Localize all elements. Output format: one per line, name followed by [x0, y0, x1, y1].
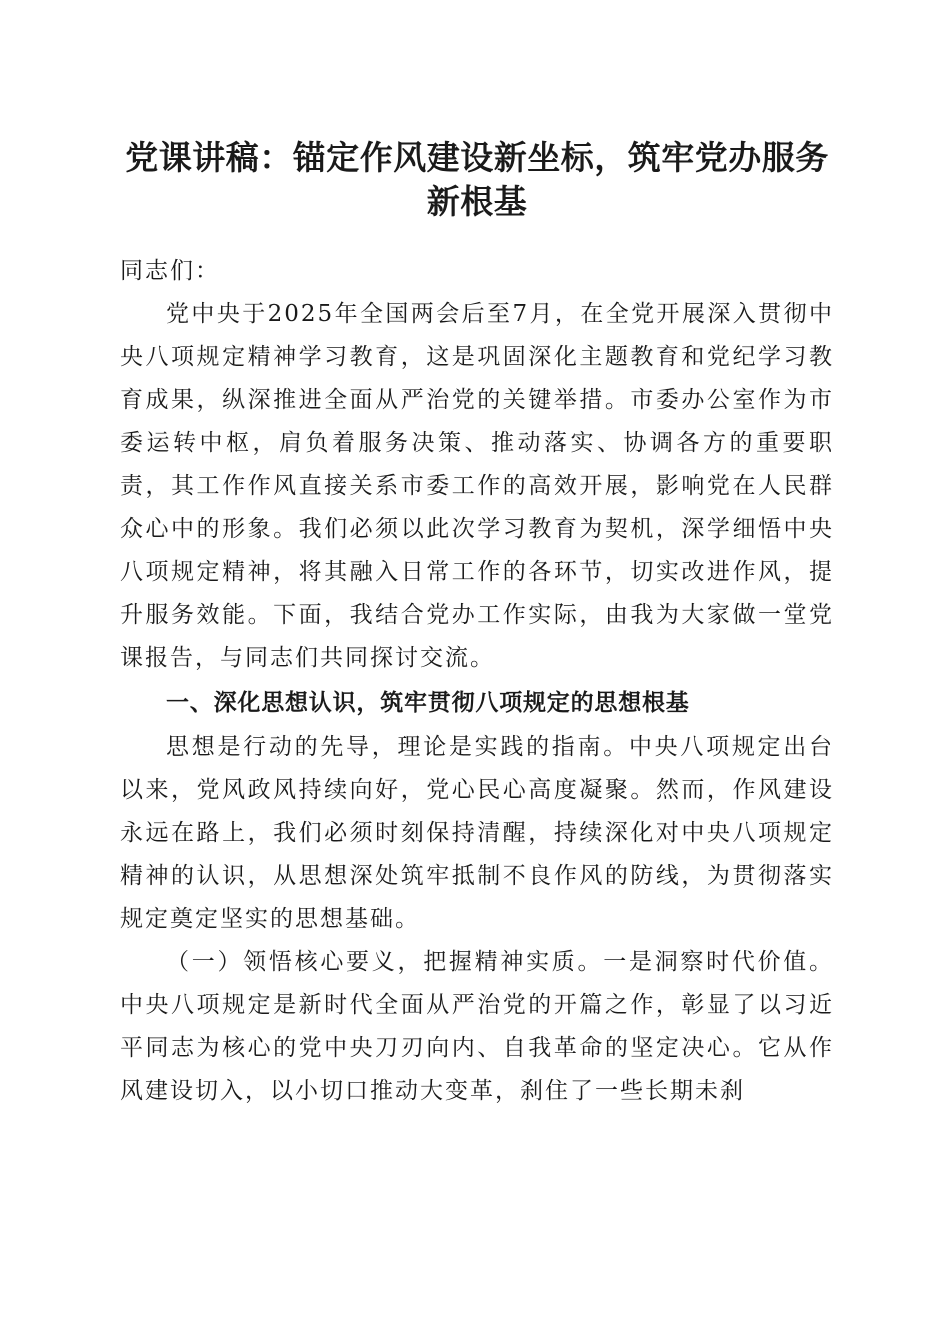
intro-paragraph: 党中央于2025年全国两会后至7月，在全党开展深入贯彻中央八项规定精神学习教育，这是巩固深化主题教育和党纪学习教育成果，纵深推进全面从严治党的关键举措。市委办公室作为市委运转中枢，肩负着服务决策、推动落实、协调各方的重要职责，其工作作风直接关系市委工作的高效开展，影响党在人民群众心中的形象。我们必须以此次学习教育为契机，深学细悟中央八项规定精神，将其融入日常工作的各环节，切实改进作风，提升服务效能。下面，我结合党办工作实际，由我为大家做一堂党课报告，与同志们共同探讨交流。: [120, 301, 834, 671]
document-title: 党课讲稿：锚定作风建设新坐标，筑牢党办服务新根基: [125, 138, 829, 221]
salutation: 同志们：: [120, 258, 220, 284]
document-body: [120, 250, 834, 1113]
subsection-1-text: 一是洞察时代价值。中央八项规定是新时代全面从严治党的开篇之作，彰显了以习近平同志为核心的党中央刀刃向内、自我革命的坚定决心。它从作风建设切入，以小切口推动大变革，刹住了一些长期未刹: [120, 949, 835, 1104]
section-1-paragraph: 思想是行动的先导，理论是实践的指南。中央八项规定出台以来，党风政风持续向好，党心民心高度凝聚。然而，作风建设永远在路上，我们必须时刻保持清醒，持续深化对中央八项规定精神的认识，从思想深处筑牢抵制不良作风的防线，为贯彻落实规定奠定坚实的思想基础。: [120, 734, 834, 932]
document-page: [120, 0, 834, 1344]
subsection-1-paragraph: [120, 941, 834, 1113]
subsection-1-label: （一）领悟核心要义，把握精神实质。: [166, 949, 604, 975]
section-1-heading: 一、深化思想认识，筑牢贯彻八项规定的思想根基: [166, 689, 690, 716]
